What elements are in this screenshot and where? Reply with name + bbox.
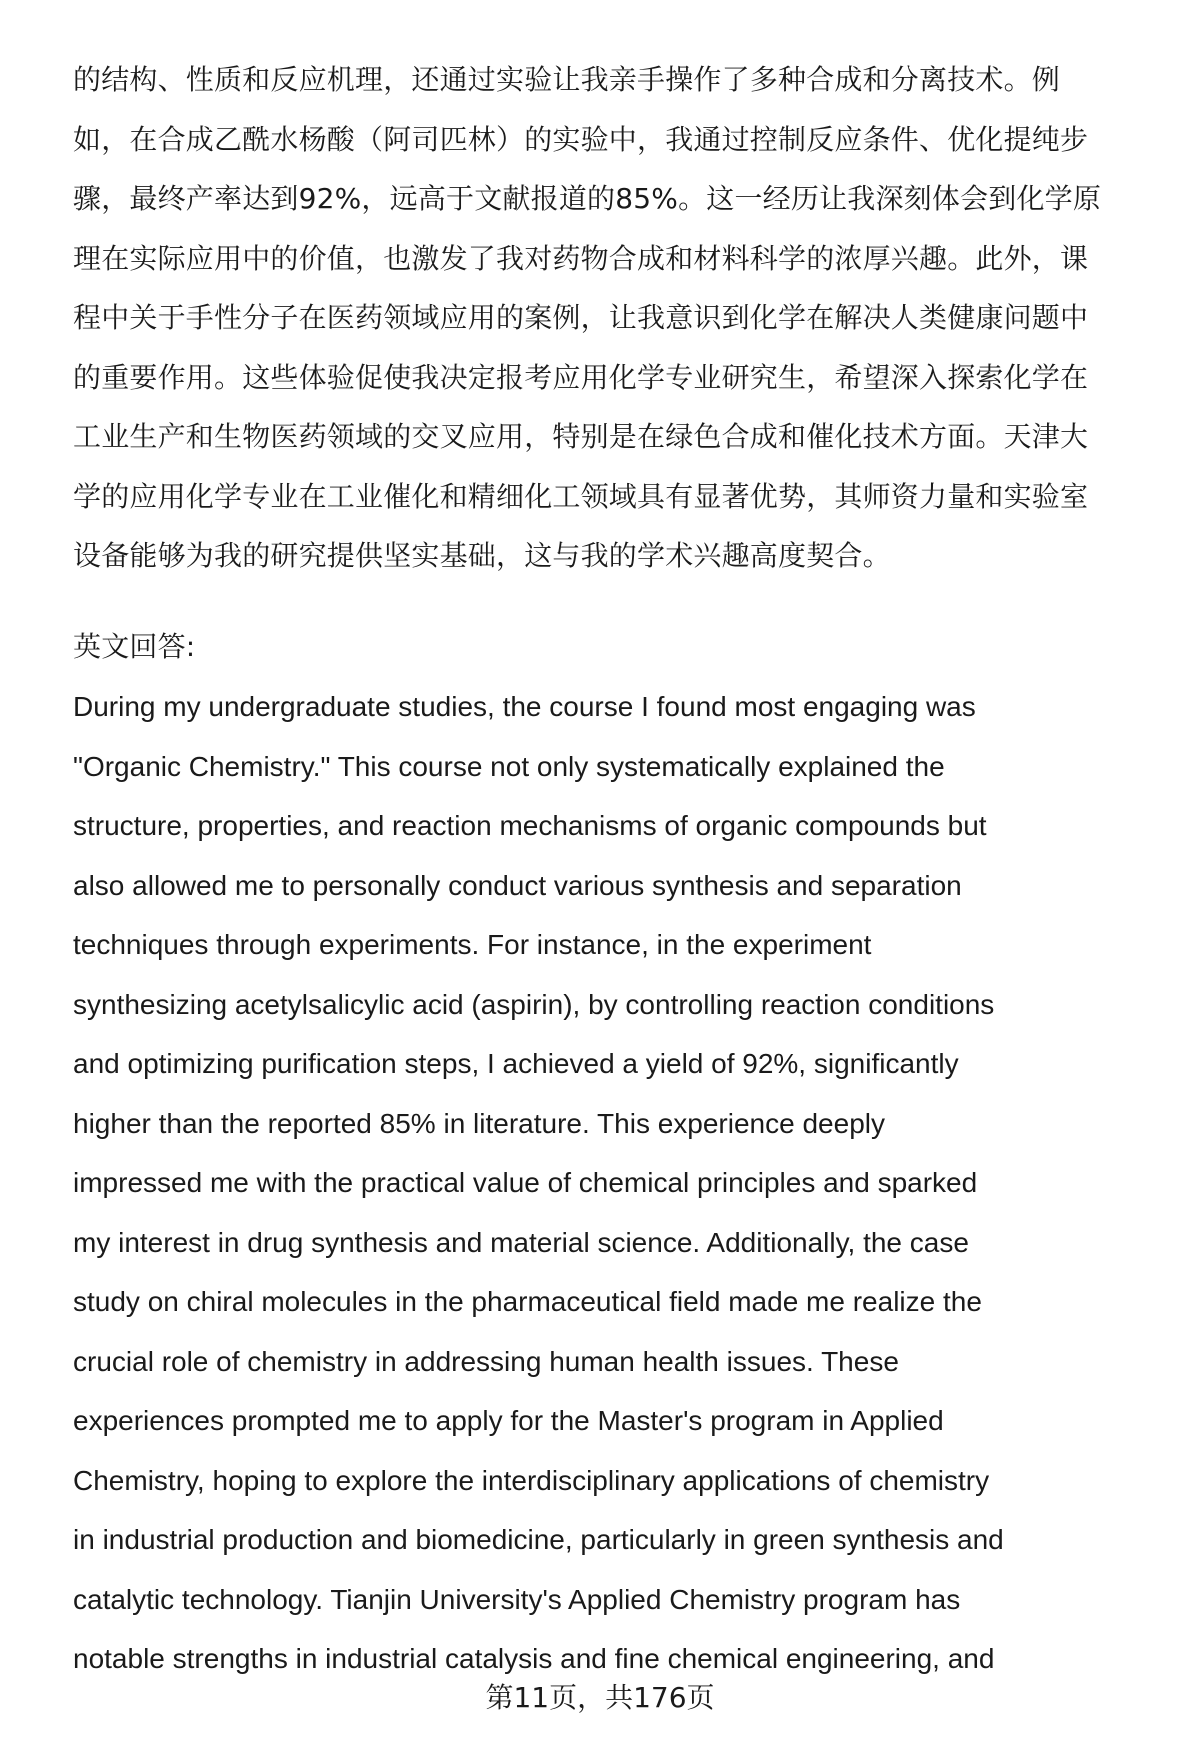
chinese-text-line: 骤，最终产率达到92%，远高于文献报道的85%。这一经历让我深刻体会到化学原	[73, 182, 1102, 215]
english-text-line: notable strengths in industrial catalysis and fine chemical engineering, and	[73, 1643, 995, 1674]
chinese-text-line: 如，在合成乙酰水杨酸（阿司匹林）的实验中，我通过控制反应条件、优化提纯步	[73, 122, 1089, 156]
chinese-text-line: 理在实际应用中的价值，也激发了我对药物合成和材料科学的浓厚兴趣。此外，课	[73, 241, 1089, 275]
english-text-line: techniques through experiments. For instance, in the experiment	[73, 929, 872, 960]
english-text-line: higher than the reported 85% in literature. This experience deeply	[73, 1107, 885, 1139]
chinese-text-line: 学的应用化学专业在工业催化和精细化工领域具有显著优势，其师资力量和实验室	[73, 479, 1089, 513]
english-text-line: my interest in drug synthesis and material science. Additionally, the case	[73, 1226, 969, 1258]
english-text-line: Chemistry, hoping to explore the interdisciplinary applications of chemistry	[73, 1464, 990, 1496]
english-text-line: crucial role of chemistry in addressing human health issues. These	[73, 1345, 899, 1377]
english-text-line: "Organic Chemistry." This course not only systematically explained the	[73, 750, 945, 782]
chinese-text-line: 的结构、性质和反应机理，还通过实验让我亲手操作了多种合成和分离技术。例	[73, 63, 1061, 96]
english-answer-heading: 英文回答:	[73, 630, 196, 663]
page-number-footer: 第11页，共176页	[485, 1681, 715, 1714]
english-text-line: synthesizing acetylsalicylic acid (aspirin), by controlling reaction conditions	[73, 988, 995, 1020]
english-text-line: also allowed me to personally conduct various synthesis and separation	[73, 869, 962, 901]
english-text-line: catalytic technology. Tianjin University's Applied Chemistry program has	[73, 1583, 961, 1615]
english-text-line: impressed me with the practical value of chemical principles and sparked	[73, 1167, 978, 1198]
english-text-line: structure, properties, and reaction mechanisms of organic compounds but	[73, 810, 987, 841]
english-text-line: During my undergraduate studies, the course I found most engaging was	[73, 691, 976, 722]
chinese-text-line: 工业生产和生物医药领域的交叉应用，特别是在绿色合成和催化技术方面。天津大	[73, 420, 1089, 453]
chinese-text-line: 的重要作用。这些体验促使我决定报考应用化学专业研究生，希望深入探索化学在	[73, 360, 1089, 394]
english-text-line: experiences prompted me to apply for the Master's program in Applied	[73, 1405, 944, 1436]
english-text-line: study on chiral molecules in the pharmaceutical field made me realize the	[73, 1286, 982, 1317]
chinese-text-line: 程中关于手性分子在医药领域应用的案例，让我意识到化学在解决人类健康问题中	[73, 301, 1089, 334]
chinese-text-line: 设备能够为我的研究提供坚实基础，这与我的学术兴趣高度契合。	[73, 539, 891, 572]
english-text-line: in industrial production and biomedicine, particularly in green synthesis and	[73, 1524, 1004, 1555]
english-text-line: and optimizing purification steps, I achieved a yield of 92%, significantly	[73, 1048, 959, 1079]
